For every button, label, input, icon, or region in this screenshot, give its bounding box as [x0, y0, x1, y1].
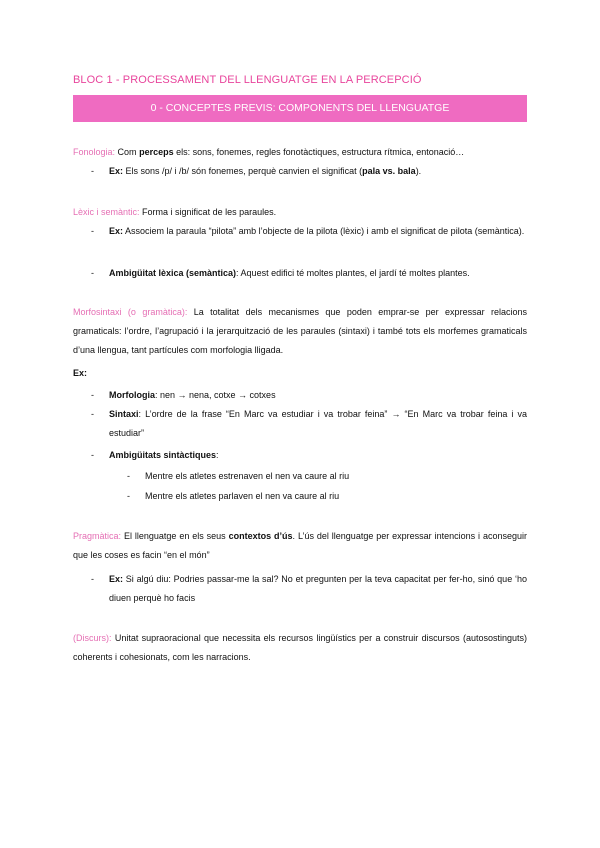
discurs-paragraph: [73, 629, 527, 667]
section-banner: 0 - CONCEPTES PREVIS: COMPONENTS DEL LLENGUATGE: [73, 95, 527, 122]
example-bold: pala vs. bala: [362, 166, 416, 176]
list-dash: -: [91, 450, 94, 460]
list-dash: -: [91, 390, 94, 400]
list-dash: -: [91, 268, 94, 278]
fonologia-text-pre: Com: [117, 147, 137, 157]
list-dash: -: [91, 409, 94, 419]
pragmatica-text-post: . L’ús del llenguatge per expressar intencions i aconseguir que les coses es facin “en el món”: [73, 531, 527, 560]
fonologia-example: [91, 162, 527, 181]
example-text: Associem la paraula “pilota” amb l’objecte de la pilota (lèxic) i amb el significat de pilota (semàntica).: [125, 226, 525, 236]
lexic-label: Lèxic i semàntic:: [73, 207, 140, 217]
example-label: Ex:: [109, 574, 124, 584]
morfologia-item: [91, 386, 527, 405]
morfosintaxi-ex-label: [73, 364, 527, 383]
list-dash: -: [91, 574, 94, 584]
subitem-text: Mentre els atletes estrenaven el nen va caure al riu: [145, 471, 350, 481]
ambiguity-subitem: [127, 487, 527, 506]
lexic-text: Forma i significat de les paraules.: [142, 207, 277, 217]
ambiguitats-item: [91, 446, 527, 465]
list-dash: -: [91, 226, 94, 236]
ambiguity-subitem: [127, 467, 527, 486]
ambiguity-text: : Aquest edifici té moltes plantes, el jardí té moltes plantes.: [236, 268, 470, 278]
fonologia-bold: perceps: [139, 147, 174, 157]
morfosintaxi-paragraph: [73, 303, 527, 360]
example-end: ).: [415, 166, 422, 176]
fonologia-paragraph: [73, 143, 527, 162]
morfologia-text: : nen → nena, cotxe → cotxes: [155, 390, 276, 400]
list-dash: -: [127, 471, 130, 481]
lexic-paragraph: [73, 203, 527, 222]
fonologia-text-post: els: sons, fonemes, regles fonotàctiques, estructura rítmica, entonació…: [176, 147, 465, 157]
example-label: Ex:: [109, 166, 124, 176]
pragmatica-example: [91, 570, 527, 608]
ambiguitats-label: Ambigüitats sintàctiques: [109, 450, 217, 460]
list-dash: -: [91, 166, 94, 176]
pragmatica-label: Pragmàtica:: [73, 531, 122, 541]
example-label: Ex:: [109, 226, 124, 236]
morfologia-label: Morfologia: [109, 390, 155, 400]
ambiguity-label: Ambigüitat lèxica (semàntica): [109, 268, 237, 278]
sintaxi-text: : L’ordre de la frase “En Marc va estudiar i va trobar feina” → “En Marc va trobar feina i va estudiar”: [109, 409, 527, 438]
list-dash: -: [127, 491, 130, 501]
lexic-ambiguity: [91, 264, 527, 283]
fonologia-label: Fonologia:: [73, 147, 116, 157]
ex-label: Ex:: [73, 368, 88, 378]
discurs-text: Unitat supraoracional que necessita els recursos lingüístics per a construir discursos (autosostinguts) coherents i cohesionats, com les narracions.: [73, 633, 527, 662]
morfosintaxi-label: Morfosintaxi (o gramàtica):: [73, 307, 188, 317]
sintaxi-item: [91, 405, 527, 443]
example-text: Els sons /p/ i /b/ són fonemes, perquè canvien el significat (: [125, 166, 363, 176]
sintaxi-label: Sintaxi: [109, 409, 139, 419]
example-text: Si algú diu: Podries passar-me la sal? No et pregunten per la teva capacitat per fer-ho, sinó que ‘ho diuen perquè ho facis: [109, 574, 527, 603]
bloc-title: BLOC 1 - PROCESSAMENT DEL LLENGUATGE EN LA PERCEPCIÓ: [73, 74, 422, 86]
pragmatica-bold: contextos d’ús: [228, 531, 293, 541]
morfosintaxi-text: La totalitat dels mecanismes que poden emprar-se per expressar relacions gramaticals: l’ordre, l’agrupació i la jerarquització de les paraules (sintaxi) i també tots els morfemes gramaticals d’una llengua, tant partícules com morfologia lligada.: [73, 307, 527, 355]
discurs-label: (Discurs):: [73, 633, 112, 643]
pragmatica-text-pre: El llenguatge en els seus: [123, 531, 226, 541]
lexic-example: [91, 222, 527, 241]
pragmatica-paragraph: [73, 527, 527, 565]
subitem-text: Mentre els atletes parlaven el nen va caure al riu: [145, 491, 340, 501]
ambiguitats-colon: :: [216, 450, 219, 460]
